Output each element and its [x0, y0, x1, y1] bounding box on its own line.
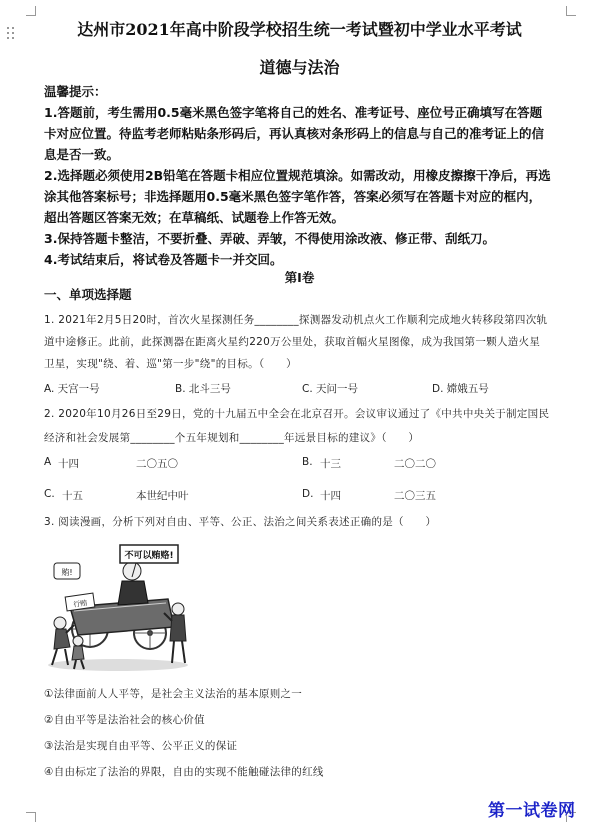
- margin-corner-mark: [26, 812, 36, 822]
- option-letter: C.: [44, 488, 55, 500]
- q1-option-c[interactable]: C. 天问一号: [302, 383, 359, 395]
- q1-option-b[interactable]: B. 北斗三号: [175, 383, 231, 395]
- q1-option-a[interactable]: A. 天宫一号: [44, 383, 100, 395]
- notice-line: 息是否一致。: [44, 147, 120, 162]
- notice-line: 涂其他答案标号；非选择题用0.5毫米黑色签字笔作答，答案必须写在答题卡对应的框内，: [44, 189, 542, 204]
- q3-statement: ③法治是实现自由平等、公平正义的保证: [44, 740, 238, 752]
- margin-corner-mark: [566, 6, 576, 16]
- notice-line: 超出答题区答案无效；在草稿纸、试题卷上作答无效。: [44, 210, 345, 225]
- margin-corner-mark: [26, 6, 36, 16]
- q1-option-d[interactable]: D. 嫦娥五号: [432, 383, 489, 395]
- subject-title: 道德与法治: [259, 58, 340, 77]
- q2-line: 2. 2020年10月26日至29日，党的十九届五中全会在北京召开。会议审议通过了《中共中央关于制定国民: [44, 408, 550, 420]
- option-letter: D.: [302, 488, 314, 500]
- option-part: 二〇二〇: [394, 458, 436, 470]
- q2-option-a[interactable]: [44, 456, 178, 470]
- cartoon-bubble-text: 贿!: [61, 568, 73, 577]
- site-watermark: 第一试卷网: [488, 801, 576, 821]
- q3-stem: 3. 阅读漫画，分析下列对自由、平等、公正、法治之间关系表述正确的是（ ）: [44, 516, 437, 528]
- notice-heading: 温馨提示：: [44, 84, 107, 99]
- q1-line: 卫星，实现"绕、着、巡"第一步"绕"的目标。（ ）: [44, 358, 297, 370]
- option-letter: B.: [302, 456, 313, 468]
- notice-line: 4.考试结束后，将试卷及答题卡一并交回。: [44, 252, 283, 267]
- cartoon-sign-text: 不可以贿赂!: [124, 551, 174, 561]
- option-part: 十五: [62, 490, 83, 502]
- option-letter: A: [44, 456, 52, 468]
- section-heading: 一、单项选择题: [44, 287, 132, 302]
- q2-option-c[interactable]: [44, 488, 189, 502]
- cartoon-image: [40, 537, 190, 675]
- q2-option-d[interactable]: [302, 488, 436, 502]
- q1-line: 1. 2021年2月5日20时，首次火星探测任务________探测器发动机点火工作顺利完成地火转移段第四次轨: [44, 314, 548, 326]
- cartoon-banner-text: 行贿: [72, 599, 88, 609]
- option-part: 十四: [320, 490, 341, 502]
- q2-option-b[interactable]: [302, 456, 436, 470]
- q3-statement: ①法律面前人人平等，是社会主义法治的基本原则之一: [44, 688, 303, 700]
- q3-statement: ②自由平等是法治社会的核心价值: [44, 714, 205, 726]
- q2-line: 经济和社会发展第________个五年规划和________年远景目标的建议》（ ）: [44, 432, 420, 444]
- q1-line: 道中途修正。此前，此探测器在距离火星约220万公里处，获取首幅火星图像，成为我国第一颗人造火星: [44, 336, 541, 348]
- option-part: 二〇五〇: [136, 458, 178, 470]
- exam-title: 达州市2021年高中阶段学校招生统一考试暨初中学业水平考试: [77, 20, 522, 39]
- notice-line: 卡对应位置。待监考老师粘贴条形码后，再认真核对条形码上的信息与自己的准考证上的信: [44, 126, 545, 141]
- option-part: 本世纪中叶: [136, 490, 189, 502]
- option-part: 二〇三五: [394, 490, 436, 502]
- q3-statement: ④自由标定了法治的界限，自由的实现不能触碰法律的红线: [44, 766, 324, 778]
- notice-line: 2.选择题必须使用2B铅笔在答题卡相应位置规范填涂。如需改动，用橡皮擦擦干净后，再选: [44, 168, 551, 183]
- notice-line: 3.保持答题卡整洁，不要折叠、弄破、弄皱，不得使用涂改液、修正带、刮纸刀。: [44, 231, 495, 246]
- option-part: 十三: [320, 458, 341, 470]
- notice-line: 1.答题前，考生需用0.5毫米黑色签字笔将自己的姓名、准考证号、座位号正确填写在答题: [44, 105, 543, 120]
- volume-heading: 第Ⅰ卷: [284, 270, 315, 285]
- option-part: 十四: [58, 458, 79, 470]
